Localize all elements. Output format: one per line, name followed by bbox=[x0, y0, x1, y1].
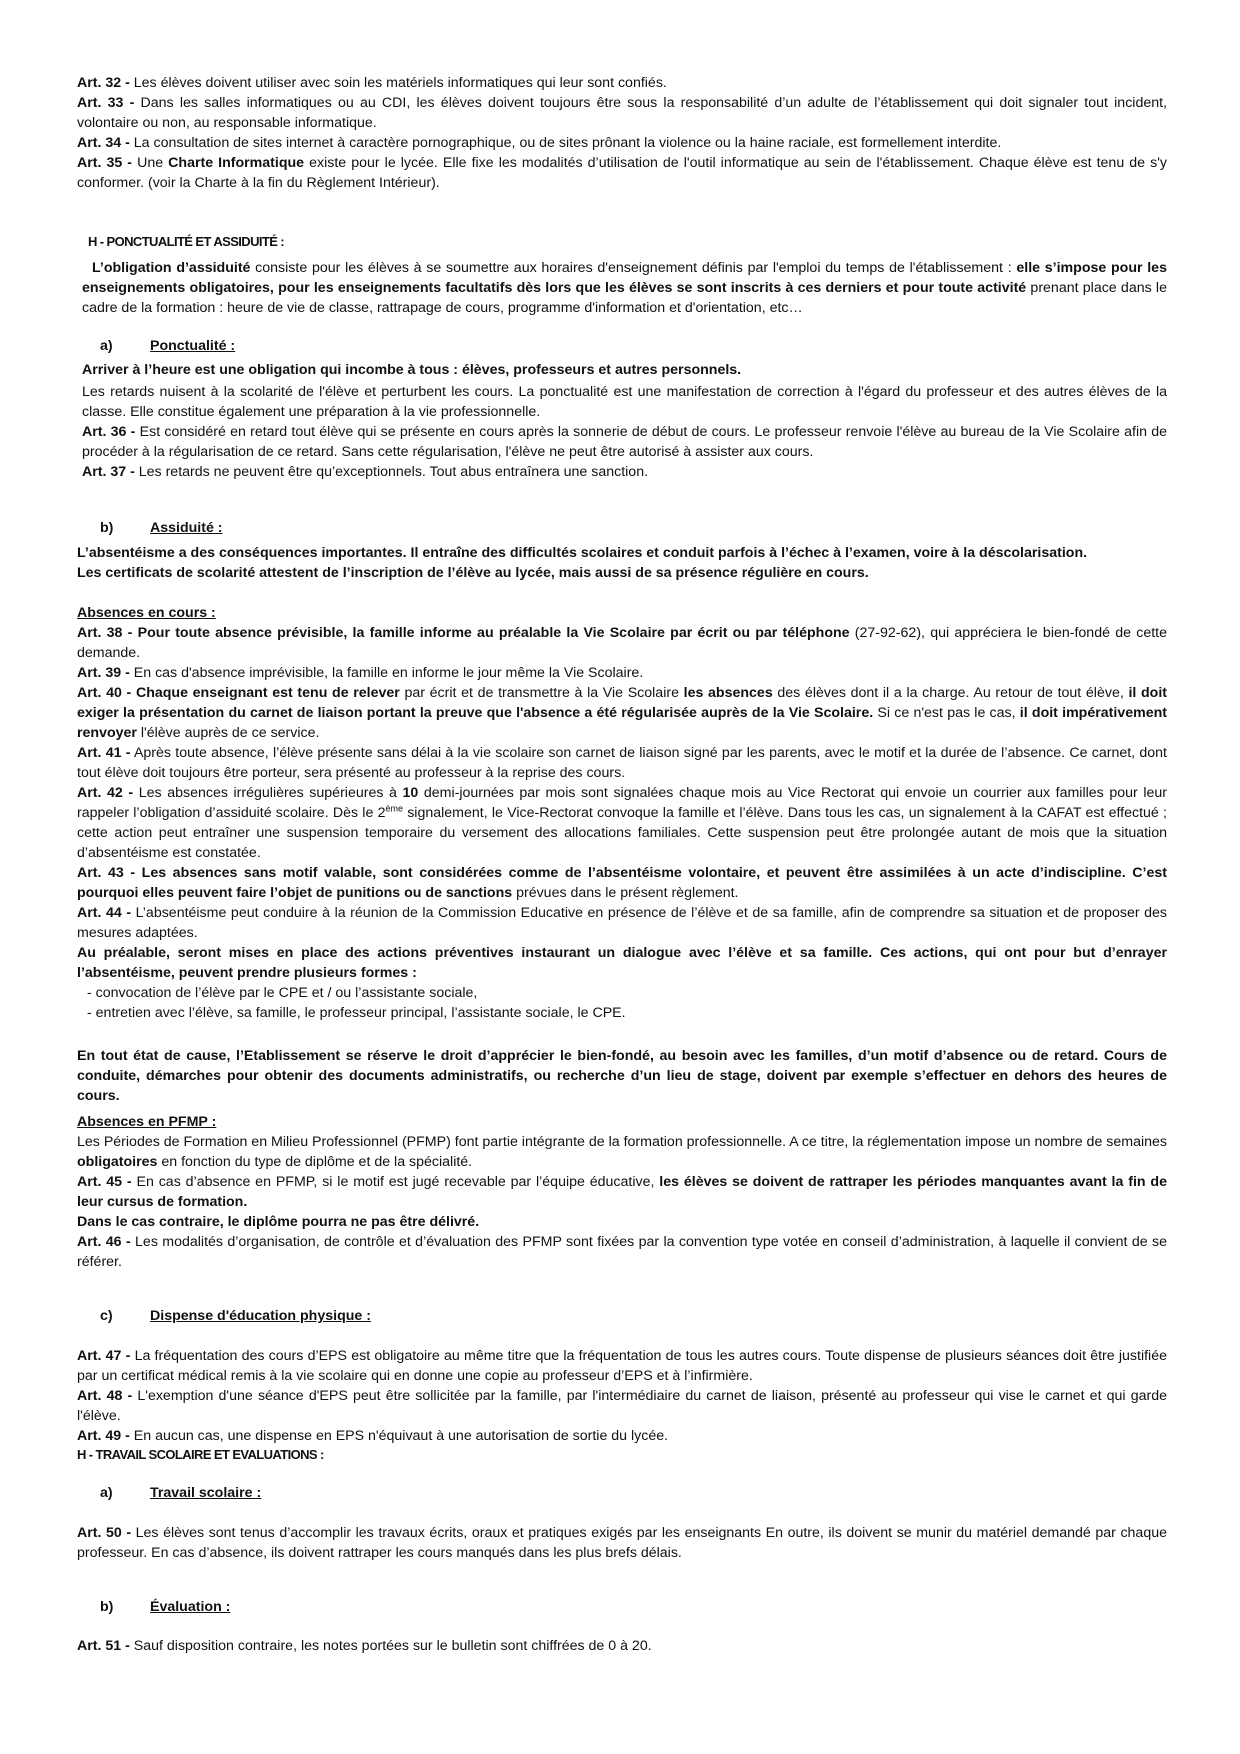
assiduite-consequences: L’absentéisme a des conséquences importantes. Il entraîne des difficultés scolaires et conduit parfois à l’échec à l’examen, voire à la déscolarisation. Les certificats de scolarité attestent de l’inscription de l’élève au lycée, mais aussi de sa présence régulière en cours. bbox=[77, 545, 1088, 581]
section-heading-travail: H - TRAVAIL SCOLAIRE ET EVALUATIONS : bbox=[77, 1447, 324, 1462]
etat-de-cause: En tout état de cause, l’Etablissement se réserve le droit d’apprécier le bien-fondé, au besoin avec les familles, d’un motif d’absence ou de retard. Cours de conduite, démarches pour obtenir des documents administratifs, ou recherche d’un lieu de stage, doivent par exemple s’effectuer en dehors des heures de cours. bbox=[77, 1048, 1167, 1104]
article-51: Art. 51 - Sauf disposition contraire, les notes portées sur le bulletin sont chiffrées de 0 à 20. bbox=[77, 1638, 652, 1654]
article-44: Art. 44 - L’absentéisme peut conduire à la réunion de la Commission Educative en présence de l’élève et de sa famille, afin de comprendre sa situation et de proposer des mesures adaptées. bbox=[77, 905, 1168, 941]
article-35: Art. 35 - Une Charte Informatique existe pour le lycée. Elle fixe les modalités d’utilisation de l'outil informatique au sein de l'établissement. Chaque élève est tenu de s'y conformer. (voir la Charte à la fin du Règlement Intérieur). bbox=[77, 155, 1167, 191]
article-48: Art. 48 - L'exemption d'une séance d'EPS peut être sollicitée par la famille, par l'intermédiaire du carnet de liaison, présenté au professeur qui vise le carnet et qui garde l'élève. bbox=[77, 1388, 1167, 1424]
article-42: Art. 42 - Les absences irrégulières supérieures à 10 demi-journées par mois sont signalées chaque mois au Vice Rectorat qui envoie un courrier aux familles pour leur rappeler l’obligation d’assiduité scolaire. Dès le 2ème signalement, le Vice-Rectorat convoque la famille et l’élève. Dans tous les cas, un signalement à la CAFAT est effectué ; cette action peut entraîner une suspension temporaire du versement des allocations familiales. Cette suspension peut être prolongée autant de mois que la situation d’absentéisme est constatée. bbox=[77, 785, 1167, 861]
ponctualite-rule: Arriver à l’heure est une obligation qui incombe à tous : élèves, professeurs et autres personnels. bbox=[82, 362, 742, 378]
article-43: Art. 43 - Les absences sans motif valable, sont considérées comme de l’absentéisme volontaire, et peuvent être assimilées à un acte d’indiscipline. C’est pourquoi elles peuvent faire l’objet de punitions ou de sanctions prévues dans le présent règlement. bbox=[77, 865, 1168, 901]
article-49: Art. 49 - En aucun cas, une dispense en EPS n'équivaut à une autorisation de sortie du lycée. bbox=[77, 1428, 669, 1444]
retards-paragraph: Les retards nuisent à la scolarité de l'élève et perturbent les cours. La ponctualité est une manifestation de correction à l'égard du professeur et des autres élèves de la classe. Elle constitue également une préparation à la vie professionnelle. bbox=[82, 384, 1167, 420]
preventive-actions: Au préalable, seront mises en place des actions préventives instaurant un dialogue avec l’élève et sa famille. Ces actions, qui ont pour but d’enrayer l’absentéisme, peuvent prendre plusieurs formes : bbox=[77, 945, 1167, 981]
action-item-entretien: - entretien avec l’élève, sa famille, le professeur principal, l’assistante sociale, le CPE. bbox=[87, 1005, 626, 1021]
absences-en-cours bbox=[77, 603, 1167, 1023]
travail-articles bbox=[77, 1523, 1167, 1563]
subheading-ponctualite: a) Ponctualité : bbox=[100, 338, 236, 354]
informatique-articles bbox=[77, 73, 1167, 193]
article-33: Art. 33 - Dans les salles informatiques ou au CDI, les élèves doivent toujours être sous la responsabilité d’un adulte de l’établissement qui doit signaler tout incident, volontaire ou non, au responsable informatique. bbox=[77, 95, 1168, 131]
article-50: Art. 50 - Les élèves sont tenus d’accomplir les travaux écrits, oraux et pratiques exigés par les enseignants En outre, ils doivent se munir du matériel demandé par chaque professeur. En cas d’absence, ils doivent rattraper les cours manqués dans les plus brefs délais. bbox=[77, 1525, 1167, 1561]
assiduite-intro: L’obligation d’assiduité consiste pour les élèves à se soumettre aux horaires d'enseignement définis par l'emploi du temps de l'établissement : elle s’impose pour les enseignements obligatoires, pour les enseignements facultatifs dès lors que les élèves se sont inscrits à ces derniers et pour toute activité prenant place dans le cadre de la formation : heure de vie de classe, rattrapage de cours, programme d'information et d'orientation, etc… bbox=[82, 260, 1167, 316]
section-heading-ponctualite: H - PONCTUALITÉ ET ASSIDUITÉ : bbox=[88, 234, 285, 249]
diplome-warning: Dans le cas contraire, le diplôme pourra ne pas être délivré. bbox=[77, 1214, 480, 1230]
subheading-travail-scolaire: a) Travail scolaire : bbox=[100, 1485, 262, 1501]
absences-pfmp-heading: Absences en PFMP : bbox=[77, 1114, 217, 1130]
article-46: Art. 46 - Les modalités d’organisation, de contrôle et d’évaluation des PFMP sont fixées par la convention type votée en conseil d’administration, à laquelle il convient de se référer. bbox=[77, 1234, 1167, 1270]
evaluation-articles bbox=[77, 1636, 1167, 1656]
absences-en-cours-heading: Absences en cours : bbox=[77, 605, 216, 621]
subheading-evaluation: b) Évaluation : bbox=[100, 1599, 231, 1615]
article-37: Art. 37 - Les retards ne peuvent être qu’exceptionnels. Tout abus entraînera une sanction. bbox=[82, 464, 649, 480]
article-36: Art. 36 - Est considéré en retard tout élève qui se présente en cours après la sonnerie de début de cours. Le professeur renvoie l'élève au bureau de la Vie Scolaire afin de procéder à la régularisation de ce retard. Sans cette régularisation, l'élève ne peut être autorisé à assister aux cours. bbox=[82, 424, 1168, 460]
subheading-dispense-eps: c) Dispense d'éducation physique : bbox=[100, 1308, 371, 1324]
article-38: Art. 38 - Pour toute absence prévisible, la famille informe au préalable la Vie Scolaire par écrit ou par téléphone (27-92-62), qui appréciera le bien-fondé de cette demande. bbox=[77, 625, 1167, 661]
subheading-assiduite: b) Assiduité : bbox=[100, 520, 223, 536]
pfmp-paragraph: Les Périodes de Formation en Milieu Professionnel (PFMP) font partie intégrante de la formation professionnelle. A ce titre, la réglementation impose un nombre de semaines obligatoires en fonction du type de diplôme et de la spécialité. bbox=[77, 1134, 1167, 1170]
absences-en-pfmp bbox=[77, 1112, 1167, 1272]
article-39: Art. 39 - En cas d'absence imprévisible, la famille en informe le jour même la Vie Scolaire. bbox=[77, 665, 644, 681]
action-item-convocation: - convocation de l’élève par le CPE et / ou l’assistante sociale, bbox=[87, 985, 478, 1001]
article-34: Art. 34 - La consultation de sites internet à caractère pornographique, ou de sites prônant la violence ou la haine raciale, est formellement interdite. bbox=[77, 135, 1002, 151]
article-40: Art. 40 - Chaque enseignant est tenu de relever par écrit et de transmettre à la Vie Scolaire les absences des élèves dont il a la charge. Au retour de tout élève, il doit exiger la présentation du carnet de liaison portant la preuve que l'absence a été régularisée auprès de la Vie Scolaire. Si ce n'est pas le cas, il doit impérativement renvoyer l'élève auprès de ce service. bbox=[77, 685, 1168, 741]
article-47: Art. 47 - La fréquentation des cours d’EPS est obligatoire au même titre que la fréquentation de tous les autres cours. Toute dispense de plusieurs séances doit être justifiée par un certificat médical remis à la vie scolaire qui en donne une copie au professeur d’EPS et à l’infirmière. bbox=[77, 1348, 1167, 1384]
article-45: Art. 45 - En cas d’absence en PFMP, si le motif est jugé recevable par l’équipe éducative, les élèves se doivent de rattraper les périodes manquantes avant la fin de leur cursus de formation. bbox=[77, 1174, 1167, 1210]
dispense-articles bbox=[77, 1346, 1167, 1446]
article-32: Art. 32 - Les élèves doivent utiliser avec soin les matériels informatiques qui leur sont confiés. bbox=[77, 75, 667, 91]
article-41: Art. 41 - Après toute absence, l’élève présente sans délai à la vie scolaire son carnet de liaison signé par les parents, avec le motif et la durée de l’absence. Ce carnet, dont tout élève doit toujours être porteur, sera présenté au professeur à la reprise des cours. bbox=[77, 745, 1167, 781]
ponctualite-articles bbox=[82, 382, 1167, 482]
